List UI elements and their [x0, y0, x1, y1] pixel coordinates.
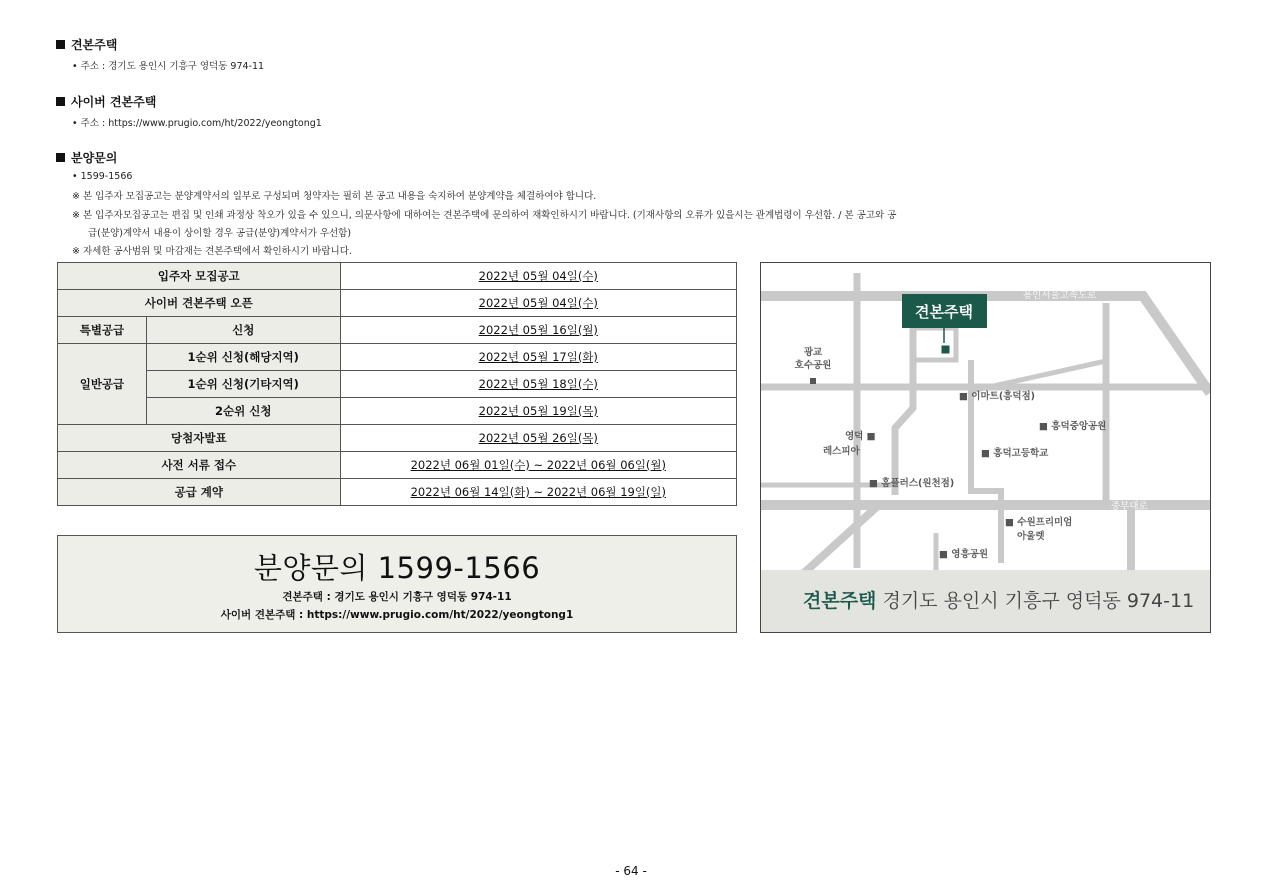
table-row: [58, 263, 737, 290]
landmark-gwanggyo: 광교: [803, 347, 823, 358]
table-row: [58, 398, 737, 425]
row-date: 2022년 05월 04일(수): [340, 290, 736, 317]
row-date: 2022년 06월 01일(수) ~ 2022년 06월 06일(월): [340, 452, 736, 479]
square-bullet-icon: [56, 97, 65, 106]
table-row: [58, 452, 737, 479]
landmark-high-school: ■ 흥덕고등학교: [981, 448, 1049, 459]
row-date: 2022년 05월 17일(화): [340, 344, 736, 371]
square-bullet-icon: [56, 153, 65, 162]
row-label: 1순위 신청(해당지역): [146, 344, 340, 371]
section-title: 사이버 견본주택: [71, 95, 157, 109]
row-date: 2022년 05월 16일(월): [340, 317, 736, 344]
row-label: 신청: [146, 317, 340, 344]
section-title: 견본주택: [71, 38, 118, 52]
row-label: 당첨자발표: [58, 425, 341, 452]
row-label: 사이버 견본주택 오픈: [58, 290, 341, 317]
model-house-badge-label: 견본주택: [915, 303, 973, 321]
landmark-yeongheung: ■ 영흥공원: [939, 549, 988, 560]
row-date: 2022년 06월 14일(화) ~ 2022년 06월 19일(일): [340, 479, 736, 506]
section-inquiry: [56, 149, 117, 166]
road-label-expressway: 용인서울고속도로: [1023, 290, 1097, 301]
row-label: 사전 서류 접수: [58, 452, 341, 479]
contact-url[interactable]: 사이버 견본주택 : https://www.prugio.com/ht/2022/yeongtong1: [220, 609, 574, 621]
section-title: 분양문의: [71, 151, 118, 165]
landmark-outlet: ■ 수원프리미엄: [1005, 517, 1073, 528]
landmark-homeplus: ■ 홈플러스(원천점): [869, 478, 955, 489]
group-label: 일반공급: [58, 344, 147, 425]
row-label: 2순위 신청: [146, 398, 340, 425]
row-date: 2022년 05월 04일(수): [340, 263, 736, 290]
landmark-yeongdeok: 레스피아: [823, 446, 860, 457]
contact-phone-title: 분양문의 1599-1566: [253, 551, 541, 585]
table-row: [58, 344, 737, 371]
row-label: 입주자 모집공고: [58, 263, 341, 290]
model-house-address: • 주소 : 경기도 용인시 기흥구 영덕동 974-11: [72, 61, 265, 72]
landmark-emart: ■ 이마트(흥덕점): [959, 391, 1036, 402]
map-svg: [761, 263, 1210, 632]
landmark-gwanggyo: 호수공원: [794, 360, 832, 371]
row-label: 공급 계약: [58, 479, 341, 506]
row-date: 2022년 05월 26일(목): [340, 425, 736, 452]
table-row: [58, 425, 737, 452]
contact-box: [57, 535, 737, 633]
contact-address: 견본주택 : 경기도 용인시 기흥구 영덕동 974-11: [282, 591, 512, 603]
note-line: ※ 본 입주자 모집공고는 분양계약서의 일부로 구성되며 청약자는 필히 본 공고 내용을 숙지하여 분양계약을 체결하여야 합니다.: [72, 191, 597, 202]
road-label-jungbu: 중부대로: [1111, 501, 1148, 512]
table-row: [58, 371, 737, 398]
cyber-house-url[interactable]: • 주소 : https://www.prugio.com/ht/2022/yeongtong1: [72, 118, 322, 129]
table-row: [58, 317, 737, 344]
schedule-table: [57, 262, 737, 506]
note-line: ※ 본 입주자모집공고는 편집 및 인쇄 과정상 착오가 있을 수 있으니, 의문사항에 대하여는 견본주택에 문의하여 재확인하시기 바랍니다. (기재사항의 오류가 있을시는 관계법령이 우선함. / 본 공고와 공: [72, 210, 897, 221]
landmark-outlet: 아울렛: [1017, 531, 1045, 542]
landmark-yeongdeok: 영덕 ■: [845, 431, 876, 442]
landmark-central-park: ■ 흥덕중앙공원: [1039, 421, 1107, 432]
section-model-house: [56, 36, 117, 53]
landmark-marker-icon: [810, 378, 816, 384]
table-row: [58, 290, 737, 317]
landmark-labels: [795, 346, 1107, 560]
inquiry-phone: • 1599-1566: [72, 171, 133, 182]
page-number: - 64 -: [615, 864, 647, 878]
note-line: ※ 자세한 공사범위 및 마감재는 견본주택에서 확인하시기 바랍니다.: [72, 246, 352, 257]
row-date: 2022년 05월 18일(수): [340, 371, 736, 398]
note-line: 급(분양)계약서 내용이 상이할 경우 공급(분양)계약서가 우선함): [88, 228, 352, 239]
row-date: 2022년 05월 19일(목): [340, 398, 736, 425]
row-label: 1순위 신청(기타지역): [146, 371, 340, 398]
road: [913, 328, 956, 360]
section-cyber-house: [56, 93, 156, 110]
table-row: [58, 479, 737, 506]
square-bullet-icon: [56, 40, 65, 49]
map-address: [803, 589, 1194, 612]
map-address-bold: 견본주택: [803, 590, 877, 612]
location-map: [760, 262, 1211, 633]
road: [895, 328, 913, 495]
model-house-marker-icon: [941, 345, 950, 354]
map-address-rest: 경기도 용인시 기흥구 영덕동 974-11: [876, 590, 1195, 612]
group-label: 특별공급: [58, 317, 147, 344]
